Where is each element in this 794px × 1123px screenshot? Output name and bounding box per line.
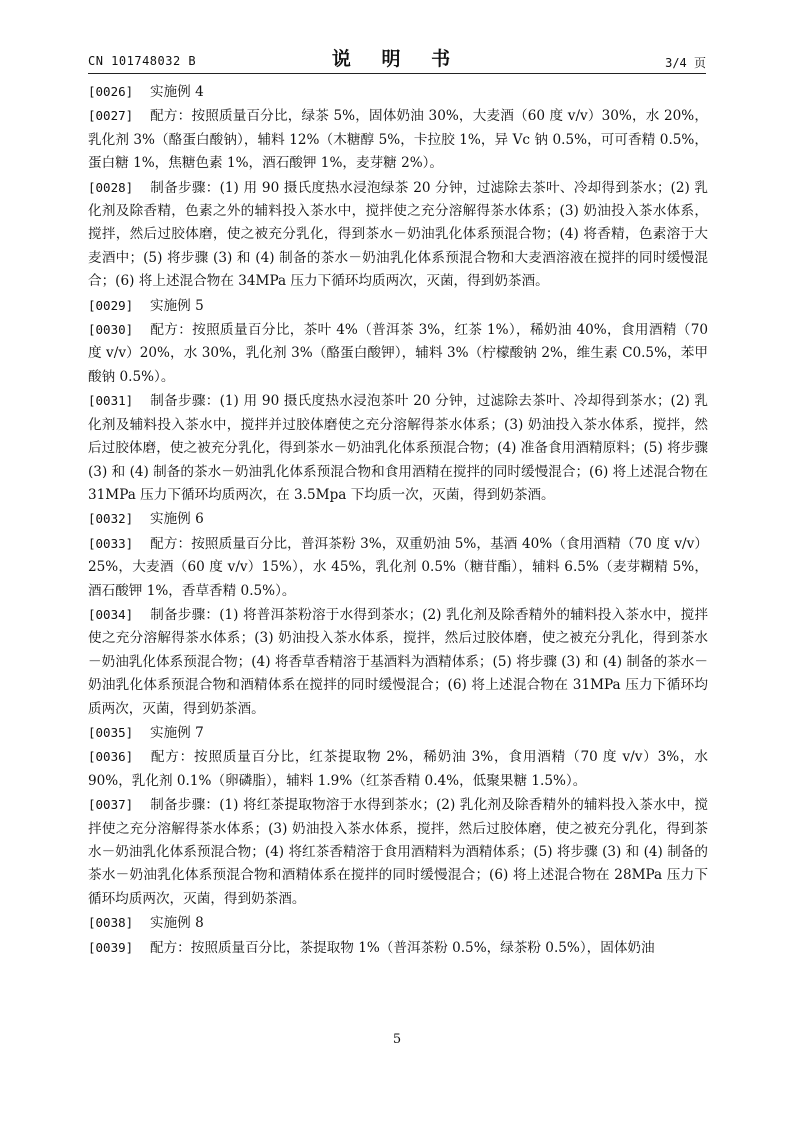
paragraph-number: [0029] bbox=[88, 297, 134, 313]
paragraph-text: 制备步骤：(1) 用 90 摄氏度热水浸泡绿茶 20 分钟，过滤除去茶叶、冷却得到茶水；(2) 乳化剂及除香精，色素之外的辅料投入茶水中，搅拌使之充分溶解得茶水体系；(3) 奶油投入茶水体系，搅拌，然后过胶体磨，使之被充分乳化，得到茶水－奶油乳化体系预混合物；(4) 将香精，色素溶于大麦酒中；(5) 将步骤 (3) 和 (4) 制备的茶水－奶油乳化体系预混合物和大麦酒溶液在搅拌的同时缓慢混合；(6) 将上述混合物在 34MPa 压力下循环均质两次，灭菌，得到奶茶酒。 bbox=[88, 179, 708, 290]
document-body bbox=[88, 80, 708, 960]
paragraph bbox=[88, 176, 708, 294]
paragraph-text: 制备步骤：(1) 用 90 摄氏度热水浸泡茶叶 20 分钟，过滤除去茶叶、冷却得到茶水；(2) 乳化剂及辅料投入茶水中，搅拌并过胶体磨使之充分溶解得茶水体系；(3) 奶油投入茶水体系，搅拌，然后过胶体磨，使之被充分乳化，得到茶水－奶油乳化体系预混合物；(4) 准备食用酒精原料；(5) 将步骤 (3) 和 (4) 制备的茶水－奶油乳化体系预混合物和食用酒精在搅拌的同时缓慢混合；(6) 将上述混合物在 31MPa 压力下循环均质两次，在 3.5Mpa 下均质一次，灭菌，得到奶茶酒。 bbox=[88, 393, 708, 503]
paragraph-number: [0036] bbox=[88, 749, 134, 765]
header-rule bbox=[88, 73, 706, 74]
paragraph-number: [0027] bbox=[88, 108, 134, 124]
paragraph-text: 配方：按照质量百分比，茶叶 4%（普洱茶 3%，红茶 1%），稀奶油 40%，食用酒精（70 度 v/v）20%，水 30%，乳化剂 3%（酪蛋白酸钾），辅料 3%（柠檬酸钠 2%，维生素 C0.5%，苯甲酸钠 0.5%）。 bbox=[88, 322, 708, 385]
paragraph bbox=[88, 936, 708, 960]
paragraph-number: [0033] bbox=[88, 535, 134, 551]
document-title: 说 明 书 bbox=[331, 48, 463, 70]
paragraph-text: 配方：按照质量百分比，红茶提取物 2%，稀奶油 3%，食用酒精（70 度 v/v）3%，水 90%，乳化剂 0.1%（卵磷脂），辅料 1.9%（红茶香精 0.4%，低聚果糖 1.5%）。 bbox=[88, 749, 708, 789]
paragraph-number: [0034] bbox=[88, 606, 134, 622]
paragraph-text: 实施例 7 bbox=[150, 724, 204, 741]
paragraph bbox=[88, 507, 708, 531]
paragraph-number: [0028] bbox=[88, 179, 134, 195]
paragraph bbox=[88, 389, 708, 507]
paragraph bbox=[88, 532, 708, 603]
paragraph bbox=[88, 721, 708, 745]
paragraph bbox=[88, 911, 708, 935]
paragraph bbox=[88, 603, 708, 721]
paragraph bbox=[88, 294, 708, 318]
paragraph-number: [0035] bbox=[88, 724, 134, 740]
page-number: 5 bbox=[392, 1032, 402, 1047]
patent-number: CN 101748032 B bbox=[88, 54, 197, 68]
paragraph bbox=[88, 745, 708, 793]
page-count: 3/4 页 bbox=[665, 56, 706, 70]
paragraph bbox=[88, 80, 708, 104]
paragraph-number: [0039] bbox=[88, 939, 134, 955]
paragraph-text: 制备步骤：(1) 将红茶提取物溶于水得到茶水；(2) 乳化剂及除香精外的辅料投入茶水中，搅拌使之充分溶解得茶水体系；(3) 奶油投入茶水体系，搅拌，然后过胶体磨，使之被充分乳化，得到茶水－奶油乳化体系预混合物；(4) 将红茶香精溶于食用酒精料为酒精体系；(5) 将步骤 (3) 和 (4) 制备的茶水－奶油乳化体系预混合物和酒精体系在搅拌的同时缓慢混合；(6) 将上述混合物在 28MPa 压力下循环均质两次，灭菌，得到奶茶酒。 bbox=[88, 797, 708, 907]
paragraph bbox=[88, 793, 708, 911]
paragraph bbox=[88, 104, 708, 175]
paragraph-text: 配方：按照质量百分比，绿茶 5%，固体奶油 30%，大麦酒（60 度 v/v）30%，水 20%，乳化剂 3%（酪蛋白酸钠），辅料 12%（木糖醇 5%，卡拉胶 1%，异 Vc 钠 0.5%，可可香精 0.5%，蛋白糖 1%，焦糖色素 1%，酒石酸钾 1%，麦芽糖 2%）。 bbox=[88, 108, 708, 172]
paragraph-number: [0026] bbox=[88, 84, 134, 99]
paragraph-number: [0037] bbox=[88, 797, 134, 813]
paragraph bbox=[88, 318, 708, 389]
paragraph-text: 实施例 5 bbox=[150, 297, 204, 314]
paragraph-number: [0032] bbox=[88, 511, 134, 527]
paragraph-text: 配方：按照质量百分比，茶提取物 1%（普洱茶粉 0.5%，绿茶粉 0.5%），固体奶油 bbox=[150, 939, 655, 956]
paragraph-number: [0030] bbox=[88, 322, 134, 338]
paragraph-text: 制备步骤：(1) 将普洱茶粉溶于水得到茶水；(2) 乳化剂及除香精外的辅料投入茶水中，搅拌使之充分溶解得茶水体系；(3) 奶油投入茶水体系，搅拌，然后过胶体磨，使之被充分乳化，得到茶水－奶油乳化体系预混合物；(4) 将香草香精溶于基酒料为酒精体系；(5) 将步骤 (3) 和 (4) 制备的茶水－奶油乳化体系预混合物和酒精体系在搅拌的同时缓慢混合；(6) 将上述混合物在 31MPa 压力下循环均质两次，灭菌，得到奶茶酒。 bbox=[88, 606, 708, 717]
paragraph-text: 实施例 6 bbox=[150, 511, 204, 528]
paragraph-text: 实施例 4 bbox=[150, 84, 204, 100]
paragraph-text: 实施例 8 bbox=[150, 915, 204, 932]
page-header bbox=[88, 44, 706, 72]
paragraph-text: 配方：按照质量百分比，普洱茶粉 3%，双重奶油 5%，基酒 40%（食用酒精（70 度 v/v）25%，大麦酒（60 度 v/v）15%），水 45%，乳化剂 0.5%（糖苷酯），辅料 6.5%（麦芽糊精 5%，酒石酸钾 1%，香草香精 0.5%）。 bbox=[88, 535, 708, 599]
paragraph-number: [0031] bbox=[88, 393, 134, 409]
paragraph-number: [0038] bbox=[88, 915, 134, 931]
